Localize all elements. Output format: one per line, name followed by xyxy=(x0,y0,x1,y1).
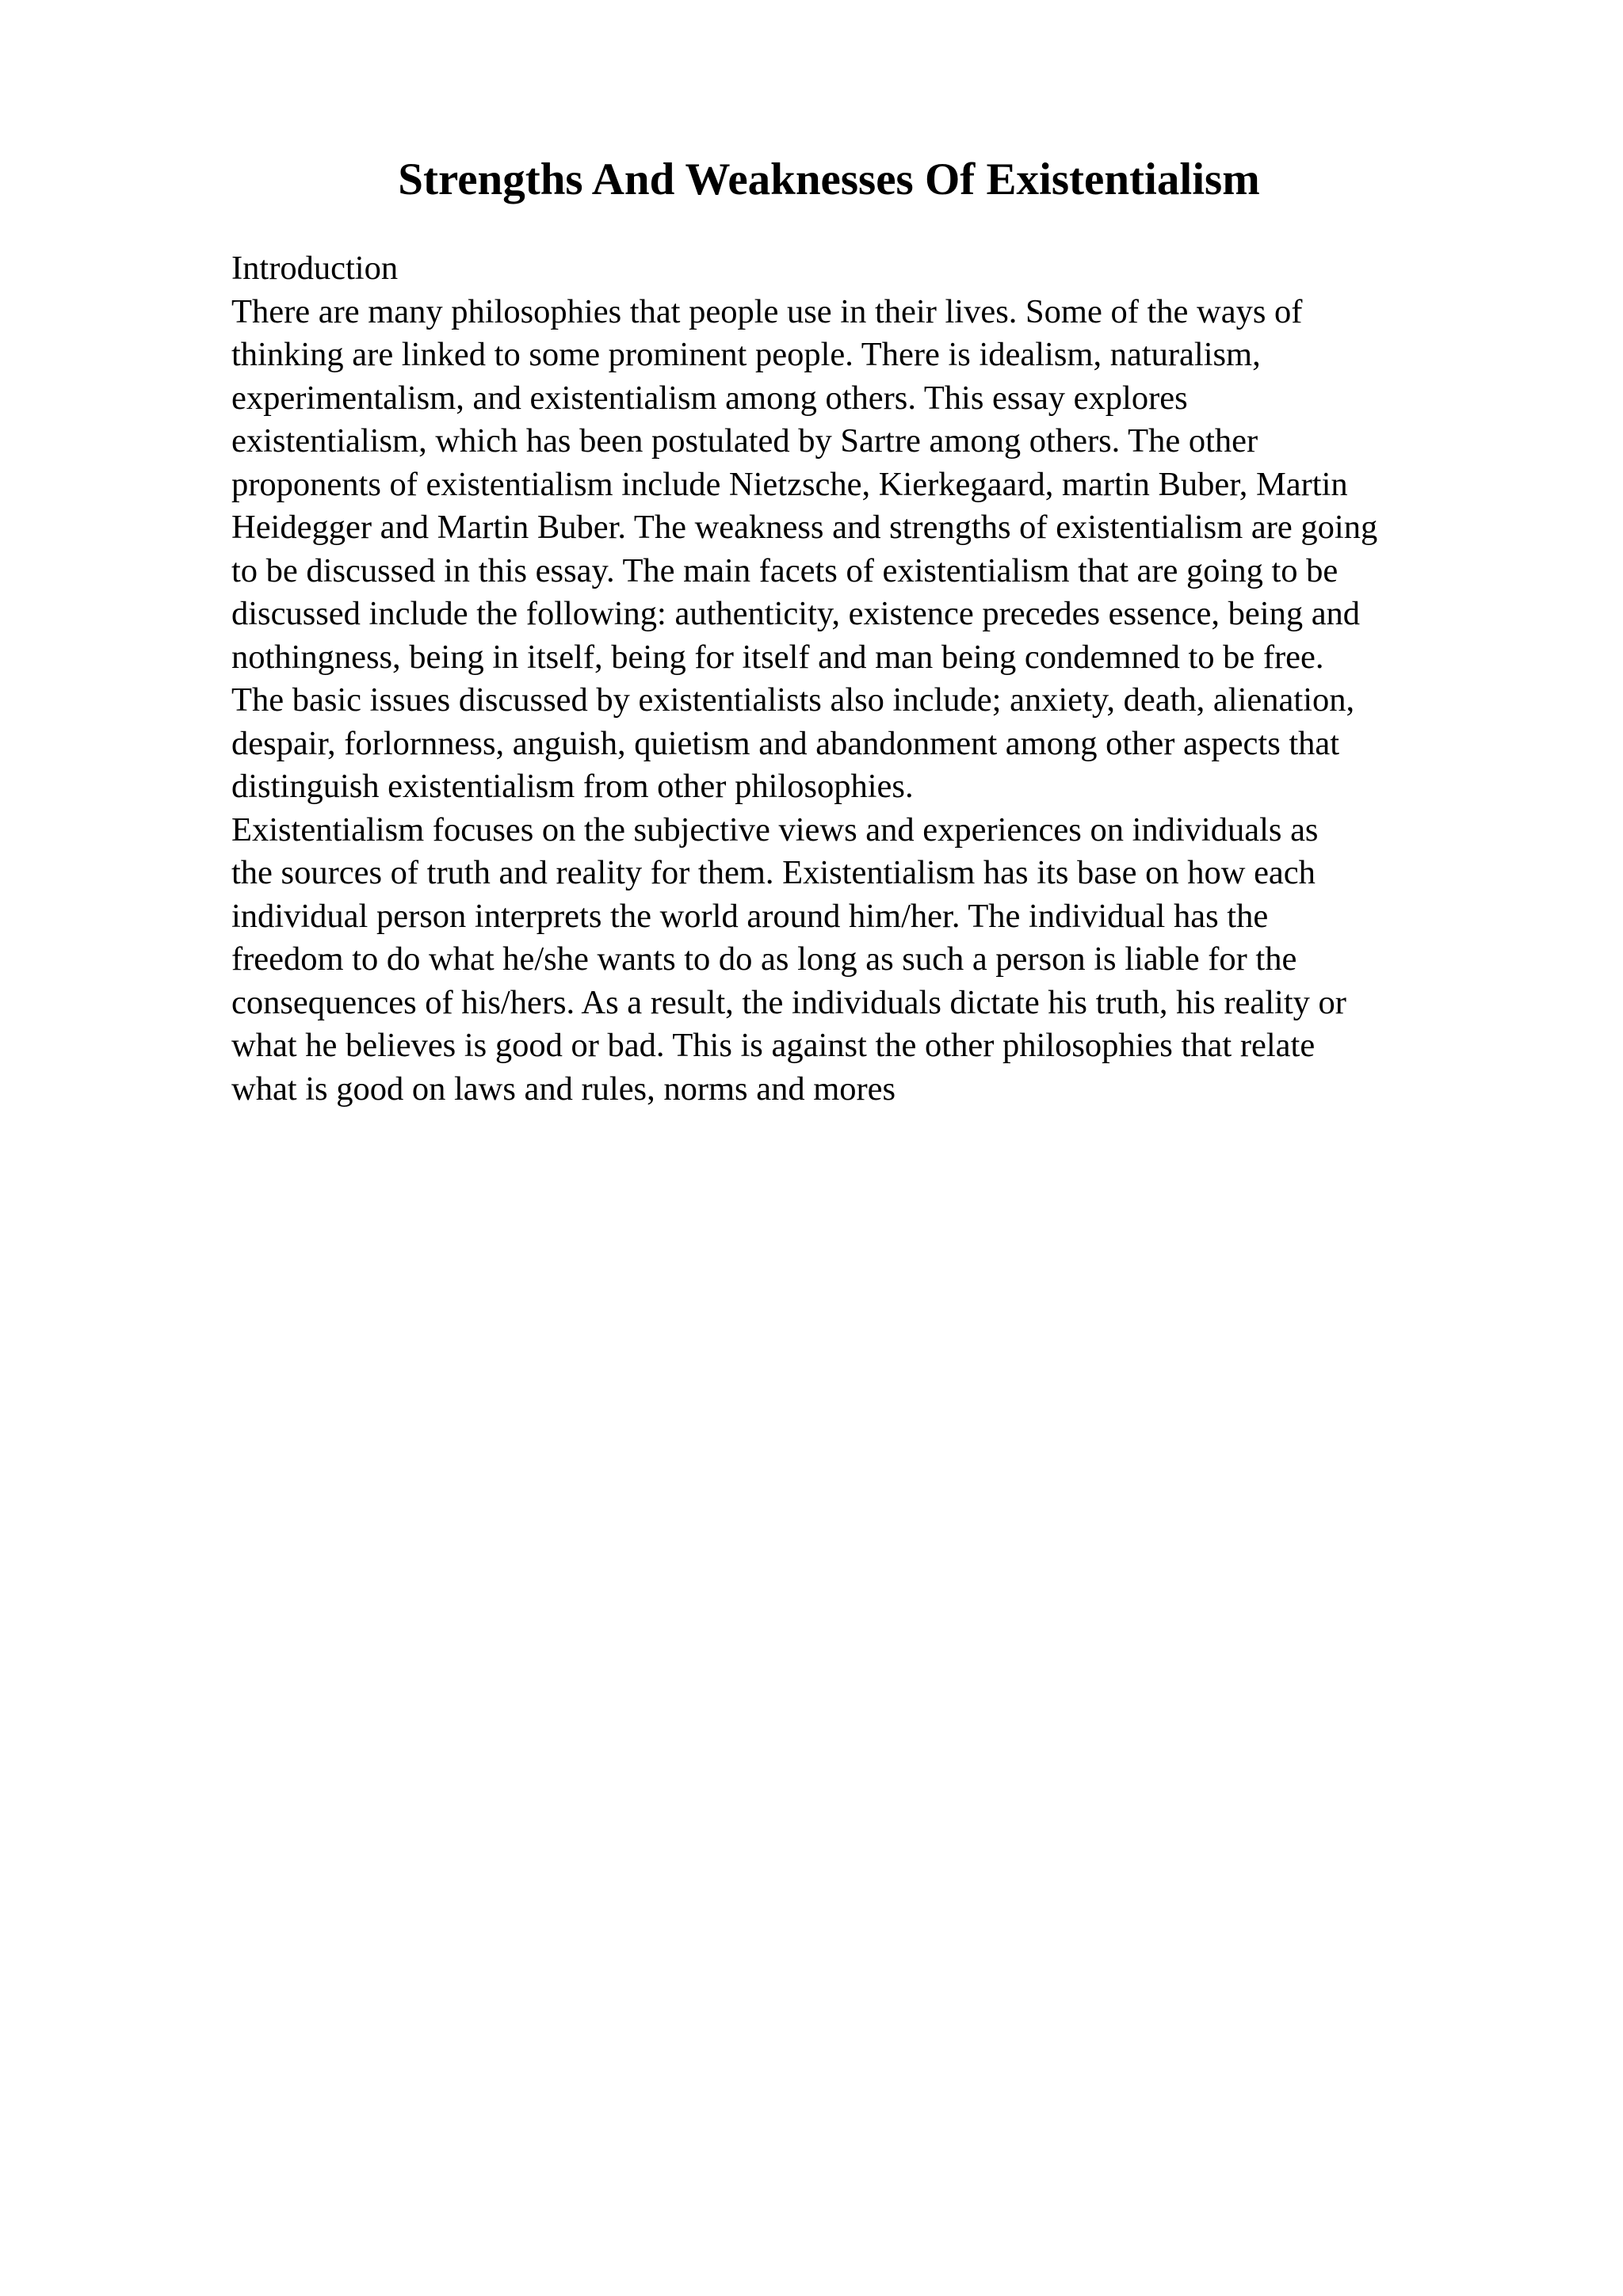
body-line: Existentialism focuses on the subjective views and experiences on individuals as xyxy=(231,810,1319,849)
body-line: existentialism, which has been postulated by Sartre among others. The other xyxy=(231,422,1258,460)
body-line: experimentalism, and existentialism among others. This essay explores xyxy=(231,379,1188,417)
body-line: thinking are linked to some prominent people. There is idealism, naturalism, xyxy=(231,336,1261,373)
body-line: distinguish existentialism from other philosophies. xyxy=(231,768,914,805)
body-line: discussed include the following: authenticity, existence precedes essence, being and xyxy=(231,595,1361,632)
body-line: what is good on laws and rules, norms and mores xyxy=(231,1070,896,1108)
body-line: the sources of truth and reality for them. Existentialism has its base on how each xyxy=(231,854,1316,891)
body-line: consequences of his/hers. As a result, the individuals dictate his truth, his reality or xyxy=(231,983,1346,1021)
section-heading-introduction: Introduction xyxy=(231,250,399,287)
document-body xyxy=(231,247,1531,1111)
body-line: The basic issues discussed by existentialists also include; anxiety, death, alienation, xyxy=(231,681,1355,719)
body-line: to be discussed in this essay. The main facets of existentialism that are going to be xyxy=(231,551,1338,589)
body-line: proponents of existentialism include Nietzsche, Kierkegaard, martin Buber, Martin xyxy=(231,465,1348,503)
body-line: what he believes is good or bad. This is against the other philosophies that relate xyxy=(231,1027,1316,1064)
body-line: despair, forlornness, anguish, quietism and abandonment among other aspects that xyxy=(231,724,1340,762)
body-line: There are many philosophies that people use in their lives. Some of the ways of xyxy=(231,292,1303,330)
document-title: Strengths And Weaknesses Of Existentialism xyxy=(398,154,1260,204)
body-line: freedom to do what he/she wants to do as long as such a person is liable for the xyxy=(231,940,1297,978)
body-line: nothingness, being in itself, being for itself and man being condemned to be free. xyxy=(231,638,1324,676)
body-line: Heidegger and Martin Buber. The weakness and strengths of existentialism are going xyxy=(231,509,1378,546)
body-line: individual person interprets the world around him/her. The individual has the xyxy=(231,897,1269,935)
